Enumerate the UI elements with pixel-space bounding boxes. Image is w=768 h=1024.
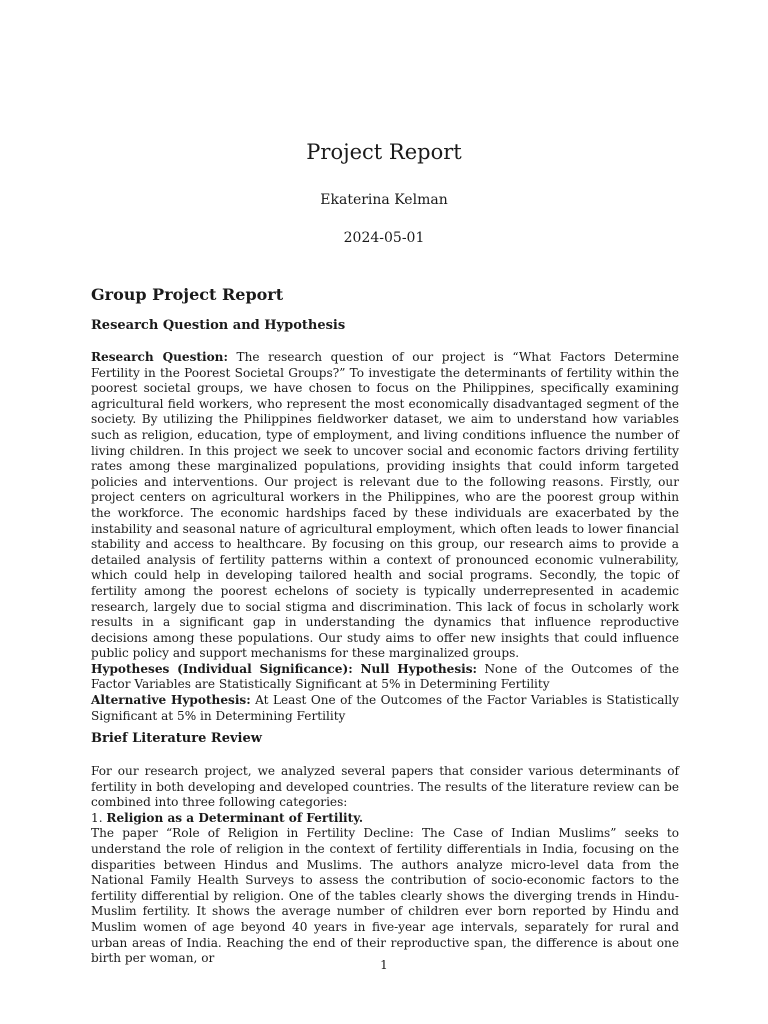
subsection-heading-literature: Brief Literature Review (91, 731, 262, 746)
alt-hypothesis-text: At Least One of the Outcomes of the Factor Variables is Statistically Significant at 5% in Determining Fertility (91, 693, 679, 723)
literature-paragraph: The paper “Role of Religion in Fertility Decline: The Case of Indian Muslims” seeks to understand the role of religion in the context of fertility differentials in India, focusing on the disparities between Hindus and Muslims. The authors analyze micro-level data from the National Family Health Surveys to assess the contribution of socio-economic factors to the fertility differential by religion. One of the tables clearly shows the diverging trends in Hindu-Muslim fertility. It shows the average number of children ever born reported by Hindu and Muslim women of age beyond 40 years in five-year age intervals, separately for rural and urban areas of India. Reaching the end of their reproductive span, the difference is about one birth per woman, or (91, 826, 679, 966)
subsection-heading-research: Research Question and Hypothesis (91, 318, 346, 333)
null-hypothesis-paragraph (91, 662, 679, 693)
research-question-paragraph (91, 350, 679, 662)
hypotheses-label: Hypotheses (Individual Significance): Null Hypothesis: (91, 661, 478, 676)
alt-hypothesis-paragraph (91, 693, 679, 724)
alt-hypothesis-label: Alternative Hypothesis: (91, 693, 251, 708)
null-hypothesis-text: None of the Outcomes of the Factor Variables are Statistically Significant at 5% in Determining Fertility (91, 661, 679, 692)
section-heading: Group Project Report (91, 285, 284, 304)
document-author: Ekaterina Kelman (320, 192, 448, 208)
research-question-text: The research question of our project is “What Factors Determine Fertility in the Poorest Societal Groups?” To investigate the determinants of fertility within the poorest societal groups, we have chosen to focus on the Philippines, specifically examining agricultural field workers, who represent the most economically disadvantaged segment of the society. By utilizing the Philippines fieldworker dataset, we aim to understand how variables such as religion, education, type of employment, and living conditions influence the number of living children. In this project we seek to uncover social and economic factors driving fertility rates among these marginalized populations, providing insights that could inform targeted policies and interventions. Our project is relevant due to the following reasons. Firstly, our project centers on agricultural workers in the Philippines, who are the poorest group within the workforce. The economic hardships faced by these individuals are exacerbated by the instability and seasonal nature of agricultural employment, which often leads to lower financial stability and access to healthcare. By focusing on this group, our research aims to provide a detailed analysis of fertility patterns within a context of pronounced economic vulnerability, which could help in developing tailored health and social programs. Secondly, the topic of fertility among the poorest echelons of society is typically underrepresented in academic research, largely due to social stigma and discrimination. This lack of focus in scholarly work results in a significant gap in understanding the dynamics that influence reproductive decisions among these populations. Our study aims to offer new insights that could influence public policy and support mechanisms for these marginalized groups. (91, 350, 679, 661)
document-title: Project Report (306, 140, 462, 164)
research-question-label: Research Question: (91, 350, 228, 364)
literature-intro-paragraph: For our research project, we analyzed several papers that consider various determinants of fertility in both developing and developed countries. The results of the literature review can be combined into three following categories: (91, 764, 679, 810)
page-number: 1 (380, 958, 388, 972)
document-date: 2024-05-01 (343, 230, 425, 246)
literature-item-1 (91, 811, 679, 827)
item1-label: Religion as a Determinant of Fertility. (106, 810, 364, 825)
research-question-block (91, 350, 679, 724)
item1-number: 1. (91, 810, 107, 825)
literature-review-block (91, 764, 679, 967)
